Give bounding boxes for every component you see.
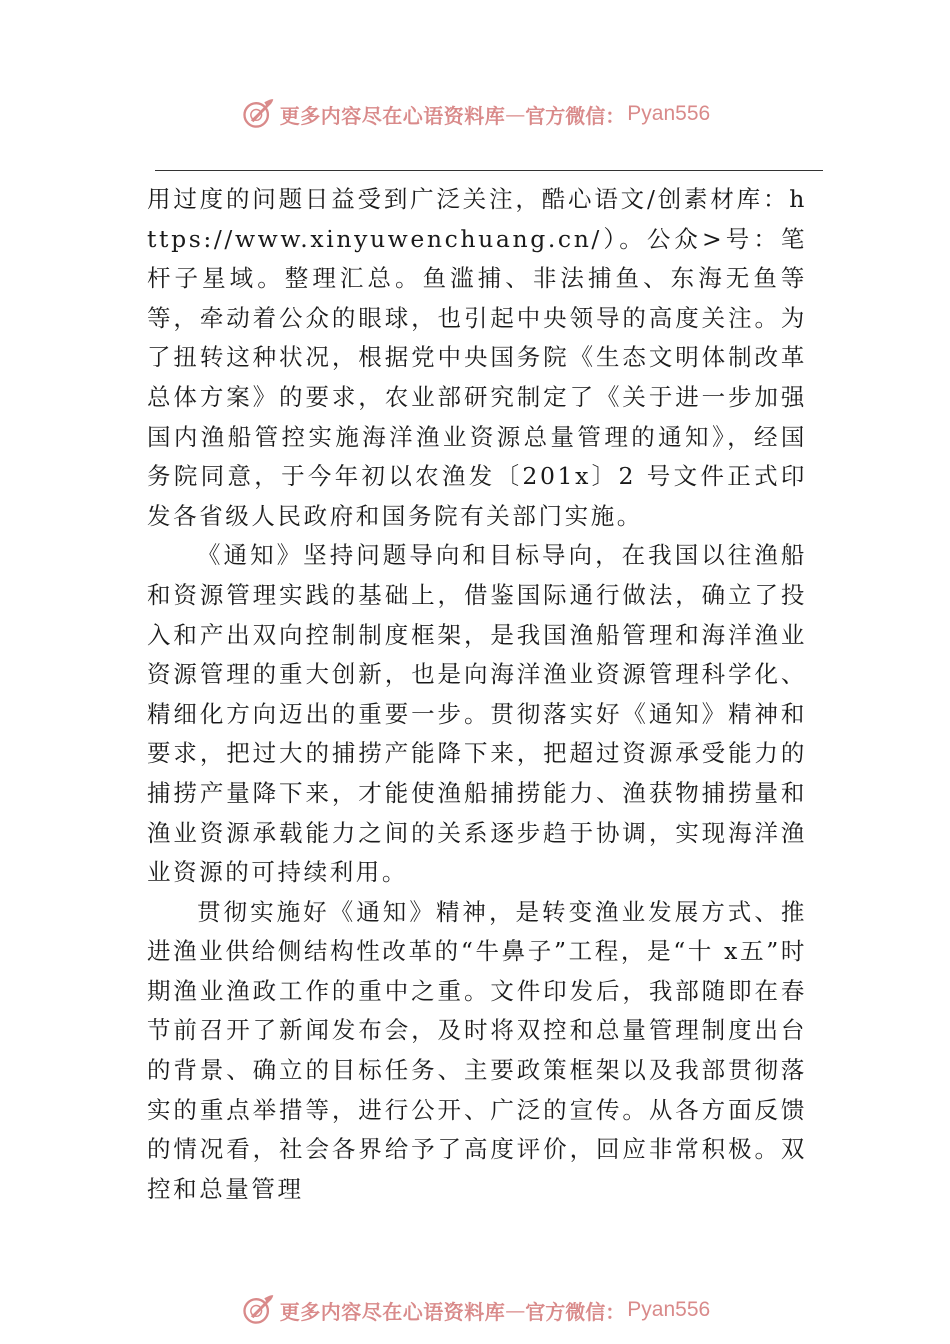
header-wechat-id: Pyan556 xyxy=(627,102,711,125)
footer-dash: — xyxy=(505,1298,526,1322)
body-paragraph-2: 《通知》坚持问题导向和目标导向，在我国以往渔船和资源管理实践的基础上，借鉴国际通行做法，确立了投入和产出双向控制制度框架，是我国渔船管理和海洋渔业资源管理的重大创新，也是向海洋渔业资源管理科学化、精细化方向迈出的重要一步。贯彻落实好《通知》精神和要求，把过大的捕捞产能降下来，把超过资源承受能力的捕捞产量降下来，才能使渔船捕捞能力、渔获物捕捞量和渔业资源承载能力之间的关系逐步趋于协调，实现海洋渔业资源的可持续利用。 xyxy=(147,541,807,887)
body-paragraph-3: 贯彻实施好《通知》精神，是转变渔业发展方式、推进渔业供给侧结构性改革的“牛鼻子”工程，是“十 x五”时期渔业渔政工作的重中之重。文件印发后，我部随即在春节前召开了新闻发布会，及时将双控和总量管理制度出台的背景、确立的目标任务、主要政策框架以及我部贯彻落实的重点举措等，进行公开、广泛的宣传。从各方面反馈的情况看，社会各界给予了高度评价，回应非常积极。双控和总量管理 xyxy=(147,897,807,1203)
header-divider xyxy=(155,170,823,171)
document-body xyxy=(147,180,807,1209)
page-footer xyxy=(0,1288,950,1332)
header-brand-name: 更多内容尽在心语资料库 xyxy=(279,103,506,128)
header-dash: — xyxy=(505,102,526,126)
body-paragraph-1: 用过度的问题日益受到广泛关注，酷心语文/创素材库：https://www.xinyuwenchuang.cn/）。公众>号：笔杆子星域。整理汇总。鱼滥捕、非法捕鱼、东海无鱼等等，牵动着公众的眼球，也引起中央领导的高度关注。为了扭转这种状况，根据党中央国务院《生态文明体制改革总体方案》的要求，农业部研究制定了《关于进一步加强国内渔船管控实施海洋渔业资源总量管理的通知》，经国务院同意，于今年初以农渔发〔201x〕2 号文件正式印发各省级人民政府和国务院有关部门实施。 xyxy=(147,185,807,530)
quill-pen-logo-icon xyxy=(240,96,276,132)
quill-pen-logo-icon xyxy=(240,1292,276,1328)
page-header xyxy=(0,92,950,136)
footer-wechat-id: Pyan556 xyxy=(627,1298,711,1321)
header-wechat-label: 官方微信： xyxy=(525,103,626,128)
footer-wechat-label: 官方微信： xyxy=(525,1299,626,1324)
footer-brand-name: 更多内容尽在心语资料库 xyxy=(279,1299,506,1324)
